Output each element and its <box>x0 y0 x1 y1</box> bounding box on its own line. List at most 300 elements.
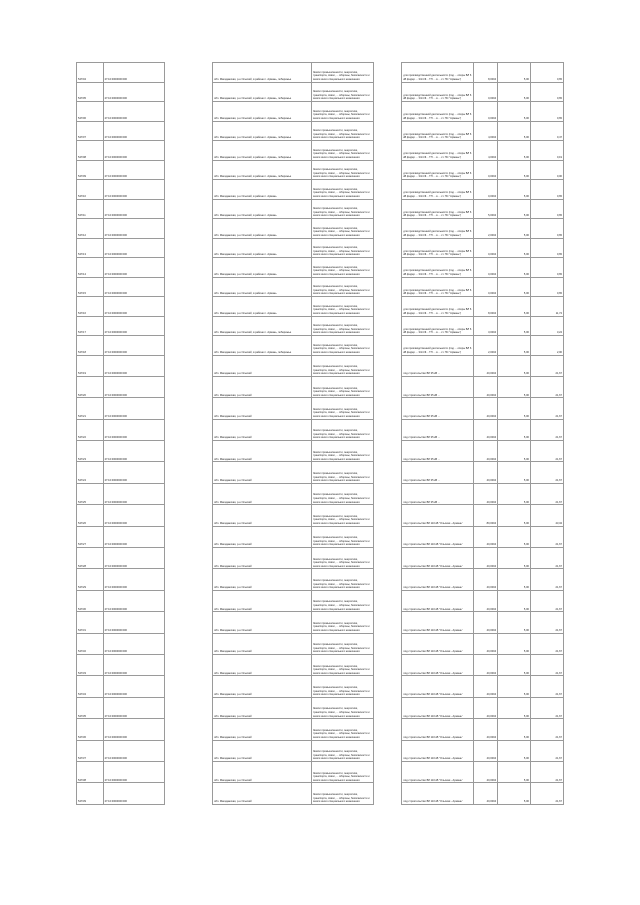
row-id: 547/22 <box>77 419 104 440</box>
cadastral-number: 27:10:0000000:000 <box>103 505 165 526</box>
area-cell: 40,0004 <box>473 633 497 654</box>
category-cell: Земли промышленности, энергетики, транспорта, связи, ... обороны, безопасности и земли иного специального назначения <box>311 258 373 278</box>
row-id: 547/34 <box>77 676 104 697</box>
spacer <box>373 483 402 504</box>
area-cell: 40,0004 <box>473 526 497 547</box>
total-cell: 21,67 <box>530 612 563 633</box>
area-cell: 40,0004 <box>473 441 497 462</box>
spacer <box>165 336 213 356</box>
table-row <box>77 590 564 611</box>
total-cell: 0,65 <box>530 199 563 219</box>
table-row <box>77 121 564 141</box>
location-cell: обл. Магаданская, р-н Ольский <box>213 441 312 462</box>
area-cell: 40,0004 <box>473 398 497 419</box>
spacer <box>165 102 213 122</box>
use-cell: под строительство ВЛ 110 кВ "Ольская - Армань" <box>402 761 473 782</box>
location-cell: обл. Магаданская, р-н Ольский <box>213 740 312 761</box>
table-row <box>77 277 564 297</box>
table-row <box>77 141 564 161</box>
cadastral-number: 27:10:0000000:000 <box>103 697 165 718</box>
area-cell: 2,0004 <box>473 336 497 356</box>
value-cell: 5,00 <box>498 160 531 180</box>
total-cell: 0,00 <box>530 160 563 180</box>
spacer <box>165 483 213 504</box>
table-row <box>77 719 564 740</box>
row-id: 547/31 <box>77 612 104 633</box>
category-cell: Земли промышленности, энергетики, транспорта, связи, ... обороны, безопасности и земли иного специального назначения <box>311 740 373 761</box>
table-row <box>77 82 564 102</box>
spacer <box>165 569 213 590</box>
total-cell: 21,67 <box>530 462 563 483</box>
use-cell: под строительство ВЛ 110 кВ "Ольская - Армань" <box>402 654 473 675</box>
row-id: 547/10 <box>77 180 104 200</box>
area-cell: 0,0004 <box>473 180 497 200</box>
row-id: 547/11 <box>77 199 104 219</box>
area-cell: 40,0004 <box>473 483 497 504</box>
table-row <box>77 376 564 397</box>
cadastral-number: 27:10:0000000:000 <box>103 740 165 761</box>
area-cell: 40,0004 <box>473 376 497 397</box>
area-cell: 8,0004 <box>473 63 497 83</box>
spacer <box>373 160 402 180</box>
cadastral-number: 27:10:0000000:000 <box>103 63 165 83</box>
use-cell: для производственной деятельности (под ... опоры ВЛ 6 кВ фидер ... 3/14 Ф... ТП ... в ... ст. ПС "Армань") <box>402 82 473 102</box>
spacer <box>373 121 402 141</box>
category-cell: Земли промышленности, энергетики, транспорта, связи, ... обороны, безопасности и земли иного специального назначения <box>311 160 373 180</box>
table-row <box>77 505 564 526</box>
value-cell: 5,00 <box>498 612 531 633</box>
total-cell: 21,67 <box>530 569 563 590</box>
cadastral-number: 27:10:0000000:000 <box>103 569 165 590</box>
area-cell: 40,0004 <box>473 740 497 761</box>
category-cell: Земли промышленности, энергетики, транспорта, связи, ... обороны, безопасности и земли иного специального назначения <box>311 612 373 633</box>
location-cell: обл. Магаданская, р-н Ольский, в районе п. Армань, побережье <box>213 336 312 356</box>
use-cell: для производственной деятельности (под ... опоры ВЛ 6 кВ фидер ... 3/14 Ф... ТП ... в ... ст. ПС "Армань") <box>402 180 473 200</box>
total-cell: 21,67 <box>530 441 563 462</box>
value-cell: 5,00 <box>498 180 531 200</box>
value-cell: 5,00 <box>498 297 531 317</box>
area-cell: 0,0004 <box>473 82 497 102</box>
area-cell: 0,0004 <box>473 160 497 180</box>
spacer <box>373 102 402 122</box>
row-id: 547/33 <box>77 654 104 675</box>
row-id: 547/09 <box>77 160 104 180</box>
value-cell: 5,00 <box>498 219 531 239</box>
value-cell: 5,00 <box>498 277 531 297</box>
category-cell: Земли промышленности, энергетики, транспорта, связи, ... обороны, безопасности и земли иного специального назначения <box>311 336 373 356</box>
use-cell: для производственной деятельности (под ... опоры ВЛ 6 кВ фидер ... 3/14 Ф... ТП ... в ... ст. ПС "Армань") <box>402 121 473 141</box>
spacer <box>165 82 213 102</box>
value-cell: 5,00 <box>498 719 531 740</box>
table-row <box>77 258 564 278</box>
category-cell: Земли промышленности, энергетики, транспорта, связи, ... обороны, безопасности и земли иного специального назначения <box>311 238 373 258</box>
category-cell: Земли промышленности, энергетики, транспорта, связи, ... обороны, безопасности и земли иного специального назначения <box>311 569 373 590</box>
area-cell: 0,0004 <box>473 102 497 122</box>
cadastral-number: 27:10:0000000:000 <box>103 238 165 258</box>
row-id: 547/21 <box>77 398 104 419</box>
spacer <box>373 462 402 483</box>
area-cell: 2,0004 <box>473 219 497 239</box>
value-cell: 5,00 <box>498 419 531 440</box>
category-cell: Земли промышленности, энергетики, транспорта, связи, ... обороны, безопасности и земли иного специального назначения <box>311 697 373 718</box>
location-cell: обл. Магаданская, р-н Ольский <box>213 719 312 740</box>
area-cell: 40,0004 <box>473 654 497 675</box>
spacer <box>165 316 213 336</box>
location-cell: обл. Магаданская, р-н Ольский, в районе п. Армань <box>213 258 312 278</box>
row-id: 547/18 <box>77 336 104 356</box>
total-cell: 0,65 <box>530 82 563 102</box>
value-cell: 5,00 <box>498 199 531 219</box>
spacer <box>165 219 213 239</box>
value-cell: 5,00 <box>498 462 531 483</box>
category-cell: Земли промышленности, энергетики, транспорта, связи, ... обороны, безопасности и земли иного специального назначения <box>311 180 373 200</box>
spacer <box>373 398 402 419</box>
location-cell: обл. Магаданская, р-н Ольский <box>213 419 312 440</box>
table-row <box>77 740 564 761</box>
use-cell: для производственной деятельности (под ... опоры ВЛ 6 кВ фидер ... 3/14 Ф... ТП ... в ... ст. ПС "Армань") <box>402 160 473 180</box>
cadastral-number: 27:10:0000000:000 <box>103 297 165 317</box>
cadastral-number: 27:10:0000000:000 <box>103 483 165 504</box>
use-cell: под строительство ВЛ 110 кВ "Ольская - Армань" <box>402 697 473 718</box>
total-cell: 21,67 <box>530 697 563 718</box>
category-cell: Земли промышленности, энергетики, транспорта, связи, ... обороны, безопасности и земли иного специального назначения <box>311 590 373 611</box>
spacer <box>165 376 213 397</box>
area-cell: 40,0004 <box>473 612 497 633</box>
area-cell: 40,0004 <box>473 355 497 376</box>
spacer <box>165 719 213 740</box>
spacer <box>373 612 402 633</box>
cadastral-number: 27:10:0000000:000 <box>103 676 165 697</box>
use-cell: для производственной деятельности (под ... опоры ВЛ 6 кВ фидер ... 3/14 Ф... ТП ... в ... ст. ПС "Армань") <box>402 219 473 239</box>
location-cell: обл. Магаданская, р-н Ольский, в районе п. Армань, побережье <box>213 82 312 102</box>
total-cell: 43,34 <box>530 505 563 526</box>
area-cell: 4,0004 <box>473 121 497 141</box>
row-id: 547/19 <box>77 355 104 376</box>
total-cell: 21,67 <box>530 376 563 397</box>
location-cell: обл. Магаданская, р-н Ольский <box>213 676 312 697</box>
total-cell: 21,67 <box>530 719 563 740</box>
table-row <box>77 355 564 376</box>
total-cell: 0,47 <box>530 121 563 141</box>
location-cell: обл. Магаданская, р-н Ольский <box>213 633 312 654</box>
cadastral-number: 27:10:0000000:000 <box>103 526 165 547</box>
table-row <box>77 697 564 718</box>
location-cell: обл. Магаданская, р-н Ольский, в районе п. Армань <box>213 180 312 200</box>
location-cell: обл. Магаданская, р-н Ольский, в районе п. Армань, побережье <box>213 160 312 180</box>
total-cell: 0,65 <box>530 102 563 122</box>
total-cell: 0,19 <box>530 141 563 161</box>
spacer <box>165 355 213 376</box>
row-id: 547/16 <box>77 297 104 317</box>
table-row <box>77 219 564 239</box>
spacer <box>165 740 213 761</box>
table-row <box>77 654 564 675</box>
use-cell: под строительство ВЛ 35 кВ ... <box>402 441 473 462</box>
cadastral-number: 27:10:0000000:000 <box>103 258 165 278</box>
use-cell: под строительство ВЛ 110 кВ "Ольская - Армань" <box>402 719 473 740</box>
spacer <box>165 783 213 804</box>
spacer <box>373 141 402 161</box>
use-cell: под строительство ВЛ 110 кВ "Ольская - Армань" <box>402 590 473 611</box>
spacer <box>165 398 213 419</box>
row-id: 547/32 <box>77 633 104 654</box>
location-cell: обл. Магаданская, р-н Ольский, в районе п. Армань, побережье <box>213 102 312 122</box>
area-cell: 0,0004 <box>473 258 497 278</box>
spacer <box>165 238 213 258</box>
row-id: 547/26 <box>77 505 104 526</box>
category-cell: Земли промышленности, энергетики, транспорта, связи, ... обороны, безопасности и земли иного специального назначения <box>311 676 373 697</box>
row-id: 547/15 <box>77 277 104 297</box>
location-cell: обл. Магаданская, р-н Ольский, в районе п. Армань <box>213 297 312 317</box>
value-cell: 5,00 <box>498 238 531 258</box>
value-cell: 5,00 <box>498 526 531 547</box>
row-id: 547/30 <box>77 590 104 611</box>
value-cell: 5,00 <box>498 548 531 569</box>
value-cell: 5,00 <box>498 654 531 675</box>
location-cell: обл. Магаданская, р-н Ольский <box>213 783 312 804</box>
row-id: 547/36 <box>77 719 104 740</box>
spacer <box>165 761 213 782</box>
use-cell: под строительство ВЛ 110 кВ "Ольская - Армань" <box>402 633 473 654</box>
use-cell: для производственной деятельности (под ... опоры ВЛ 6 кВ фидер ... 3/14 Ф... ТП ... в ... ст. ПС "Армань") <box>402 199 473 219</box>
cadastral-number: 27:10:0000000:000 <box>103 316 165 336</box>
location-cell: обл. Магаданская, р-н Ольский, в районе п. Армань, побережье <box>213 121 312 141</box>
category-cell: Земли промышленности, энергетики, транспорта, связи, ... обороны, безопасности и земли иного специального назначения <box>311 441 373 462</box>
use-cell: под строительство ВЛ 35 кВ ... <box>402 355 473 376</box>
cadastral-number: 27:10:0000000:000 <box>103 180 165 200</box>
area-cell: 40,0004 <box>473 719 497 740</box>
area-cell: 40,0004 <box>473 783 497 804</box>
value-cell: 5,00 <box>498 376 531 397</box>
table-row <box>77 783 564 804</box>
cadastral-number: 27:10:0000000:000 <box>103 102 165 122</box>
location-cell: обл. Магаданская, р-н Ольский <box>213 355 312 376</box>
row-id: 547/27 <box>77 526 104 547</box>
row-id: 547/08 <box>77 141 104 161</box>
total-cell: 21,67 <box>530 590 563 611</box>
category-cell: Земли промышленности, энергетики, транспорта, связи, ... обороны, безопасности и земли иного специального назначения <box>311 63 373 83</box>
category-cell: Земли промышленности, энергетики, транспорта, связи, ... обороны, безопасности и земли иного специального назначения <box>311 219 373 239</box>
value-cell: 5,00 <box>498 633 531 654</box>
spacer <box>373 569 402 590</box>
cadastral-number: 27:10:0000000:000 <box>103 141 165 161</box>
value-cell: 5,00 <box>498 697 531 718</box>
use-cell: для производственной деятельности (под ... опоры ВЛ 6 кВ фидер ... 3/14 Ф... ТП ... в ... ст. ПС "Армань") <box>402 238 473 258</box>
category-cell: Земли промышленности, энергетики, транспорта, связи, ... обороны, безопасности и земли иного специального назначения <box>311 654 373 675</box>
value-cell: 5,00 <box>498 590 531 611</box>
cadastral-number: 27:10:0000000:000 <box>103 82 165 102</box>
location-cell: обл. Магаданская, р-н Ольский <box>213 761 312 782</box>
spacer <box>373 297 402 317</box>
spacer <box>373 376 402 397</box>
cadastral-number: 27:10:0000000:000 <box>103 441 165 462</box>
category-cell: Земли промышленности, энергетики, транспорта, связи, ... обороны, безопасности и земли иного специального назначения <box>311 526 373 547</box>
table-row <box>77 199 564 219</box>
location-cell: обл. Магаданская, р-н Ольский <box>213 398 312 419</box>
spacer <box>165 548 213 569</box>
table-row <box>77 398 564 419</box>
category-cell: Земли промышленности, энергетики, транспорта, связи, ... обороны, безопасности и земли иного специального назначения <box>311 277 373 297</box>
spacer <box>373 355 402 376</box>
spacer <box>373 590 402 611</box>
use-cell: для производственной деятельности (под ... опоры ВЛ 6 кВ фидер ... 3/14 Ф... ТП ... в ... ст. ПС "Армань") <box>402 297 473 317</box>
cadastral-number: 27:10:0000000:000 <box>103 548 165 569</box>
value-cell: 5,00 <box>498 141 531 161</box>
total-cell: 21,67 <box>530 526 563 547</box>
table-row <box>77 63 564 83</box>
spacer <box>165 676 213 697</box>
use-cell: под строительство ВЛ 35 кВ ... <box>402 398 473 419</box>
row-id: 547/28 <box>77 548 104 569</box>
location-cell: обл. Магаданская, р-н Ольский <box>213 697 312 718</box>
total-cell: 0,65 <box>530 180 563 200</box>
value-cell: 5,00 <box>498 316 531 336</box>
use-cell: для производственной деятельности (под ... опоры ВЛ 6 кВ фидер ... 3/14 Ф... ТП ... в ... ст. ПС "Армань") <box>402 316 473 336</box>
table-row <box>77 526 564 547</box>
location-cell: обл. Магаданская, р-н Ольский <box>213 569 312 590</box>
cadastral-number: 27:10:0000000:000 <box>103 633 165 654</box>
location-cell: обл. Магаданская, р-н Ольский <box>213 505 312 526</box>
spacer <box>373 505 402 526</box>
location-cell: обл. Магаданская, р-н Ольский <box>213 462 312 483</box>
use-cell: для производственной деятельности (под ... опоры ВЛ 6 кВ фидер ... 3/14 Ф... ТП ... в ... ст. ПС "Армань") <box>402 258 473 278</box>
row-id: 547/05 <box>77 82 104 102</box>
total-cell: 0,65 <box>530 219 563 239</box>
value-cell: 5,00 <box>498 355 531 376</box>
table-row <box>77 316 564 336</box>
spacer <box>373 654 402 675</box>
table-row <box>77 336 564 356</box>
row-id: 547/37 <box>77 740 104 761</box>
spacer <box>373 676 402 697</box>
location-cell: обл. Магаданская, р-н Ольский, в районе п. Армань <box>213 238 312 258</box>
table-row <box>77 160 564 180</box>
area-cell: 0,0004 <box>473 277 497 297</box>
category-cell: Земли промышленности, энергетики, транспорта, связи, ... обороны, безопасности и земли иного специального назначения <box>311 398 373 419</box>
value-cell: 5,00 <box>498 63 531 83</box>
total-cell: 0,65 <box>530 277 563 297</box>
use-cell: для производственной деятельности (под ... опоры ВЛ 6 кВ фидер ... 3/14 Ф... ТП ... в ... ст. ПС "Армань") <box>402 63 473 83</box>
value-cell: 5,00 <box>498 761 531 782</box>
row-id: 547/25 <box>77 483 104 504</box>
use-cell: под строительство ВЛ 110 кВ "Ольская - Армань" <box>402 526 473 547</box>
total-cell: 21,67 <box>530 548 563 569</box>
area-cell: 40,0004 <box>473 590 497 611</box>
table-row <box>77 483 564 504</box>
area-cell: 3,0004 <box>473 316 497 336</box>
total-cell: 0,65 <box>530 63 563 83</box>
use-cell: для производственной деятельности (под ... опоры ВЛ 6 кВ фидер ... 3/14 Ф... ТП ... в ... ст. ПС "Армань") <box>402 277 473 297</box>
cadastral-number: 27:10:0000000:000 <box>103 398 165 419</box>
category-cell: Земли промышленности, энергетики, транспорта, связи, ... обороны, безопасности и земли иного специального назначения <box>311 82 373 102</box>
category-cell: Земли промышленности, энергетики, транспорта, связи, ... обороны, безопасности и земли иного специального назначения <box>311 102 373 122</box>
value-cell: 5,00 <box>498 441 531 462</box>
cadastral-number: 27:10:0000000:000 <box>103 783 165 804</box>
spacer <box>165 121 213 141</box>
category-cell: Земли промышленности, энергетики, транспорта, связи, ... обороны, безопасности и земли иного специального назначения <box>311 355 373 376</box>
area-cell: 40,0004 <box>473 761 497 782</box>
row-id: 547/06 <box>77 102 104 122</box>
value-cell: 5,00 <box>498 121 531 141</box>
spacer <box>373 783 402 804</box>
spacer <box>373 740 402 761</box>
use-cell: под строительство ВЛ 110 кВ "Ольская - Армань" <box>402 676 473 697</box>
value-cell: 5,00 <box>498 336 531 356</box>
location-cell: обл. Магаданская, р-н Ольский <box>213 590 312 611</box>
area-cell: 40,0004 <box>473 676 497 697</box>
spacer <box>373 441 402 462</box>
value-cell: 5,00 <box>498 398 531 419</box>
area-cell: 8,0004 <box>473 297 497 317</box>
spacer <box>373 526 402 547</box>
spacer <box>165 141 213 161</box>
register-body <box>77 63 564 805</box>
spacer <box>373 82 402 102</box>
area-cell: 40,0004 <box>473 569 497 590</box>
spacer <box>373 180 402 200</box>
spacer <box>373 238 402 258</box>
total-cell: 21,67 <box>530 483 563 504</box>
table-row <box>77 238 564 258</box>
cadastral-number: 27:10:0000000:000 <box>103 419 165 440</box>
cadastral-number: 27:10:0000000:000 <box>103 590 165 611</box>
row-id: 547/38 <box>77 761 104 782</box>
table-row <box>77 441 564 462</box>
cadastral-number: 27:10:0000000:000 <box>103 160 165 180</box>
table-row <box>77 548 564 569</box>
spacer <box>165 526 213 547</box>
location-cell: обл. Магаданская, р-н Ольский, в районе п. Армань, побережье <box>213 141 312 161</box>
table-row <box>77 462 564 483</box>
area-cell: 5,0004 <box>473 199 497 219</box>
table-row <box>77 102 564 122</box>
table-row <box>77 676 564 697</box>
row-id: 547/35 <box>77 697 104 718</box>
total-cell: 21,67 <box>530 419 563 440</box>
total-cell: 3,24 <box>530 316 563 336</box>
spacer <box>165 441 213 462</box>
use-cell: под строительство ВЛ 35 кВ ... <box>402 419 473 440</box>
use-cell: под строительство ВЛ 35 кВ ... <box>402 483 473 504</box>
spacer <box>373 219 402 239</box>
table-row <box>77 761 564 782</box>
spacer <box>165 258 213 278</box>
category-cell: Земли промышленности, энергетики, транспорта, связи, ... обороны, безопасности и земли иного специального назначения <box>311 297 373 317</box>
category-cell: Земли промышленности, энергетики, транспорта, связи, ... обороны, безопасности и земли иного специального назначения <box>311 783 373 804</box>
area-cell: 0,0004 <box>473 238 497 258</box>
cadastral-number: 27:10:0000000:000 <box>103 355 165 376</box>
value-cell: 5,00 <box>498 783 531 804</box>
total-cell: 0,65 <box>530 238 563 258</box>
category-cell: Земли промышленности, энергетики, транспорта, связи, ... обороны, безопасности и земли иного специального назначения <box>311 633 373 654</box>
category-cell: Земли промышленности, энергетики, транспорта, связи, ... обороны, безопасности и земли иного специального назначения <box>311 199 373 219</box>
table-row <box>77 633 564 654</box>
location-cell: обл. Магаданская, р-н Ольский, в районе п. Армань <box>213 199 312 219</box>
spacer <box>373 419 402 440</box>
row-id: 547/24 <box>77 462 104 483</box>
spacer <box>165 297 213 317</box>
row-id: 547/17 <box>77 316 104 336</box>
total-cell: 21,67 <box>530 783 563 804</box>
location-cell: обл. Магаданская, р-н Ольский <box>213 548 312 569</box>
use-cell: для производственной деятельности (под ... опоры ВЛ 6 кВ фидер ... 3/14 Ф... ТП ... в ... ст. ПС "Армань") <box>402 141 473 161</box>
spacer <box>373 277 402 297</box>
category-cell: Земли промышленности, энергетики, транспорта, связи, ... обороны, безопасности и земли иного специального назначения <box>311 505 373 526</box>
total-cell: 0,65 <box>530 258 563 278</box>
use-cell: под строительство ВЛ 110 кВ "Ольская - Армань" <box>402 505 473 526</box>
area-cell: 40,0004 <box>473 548 497 569</box>
category-cell: Земли промышленности, энергетики, транспорта, связи, ... обороны, безопасности и земли иного специального назначения <box>311 141 373 161</box>
